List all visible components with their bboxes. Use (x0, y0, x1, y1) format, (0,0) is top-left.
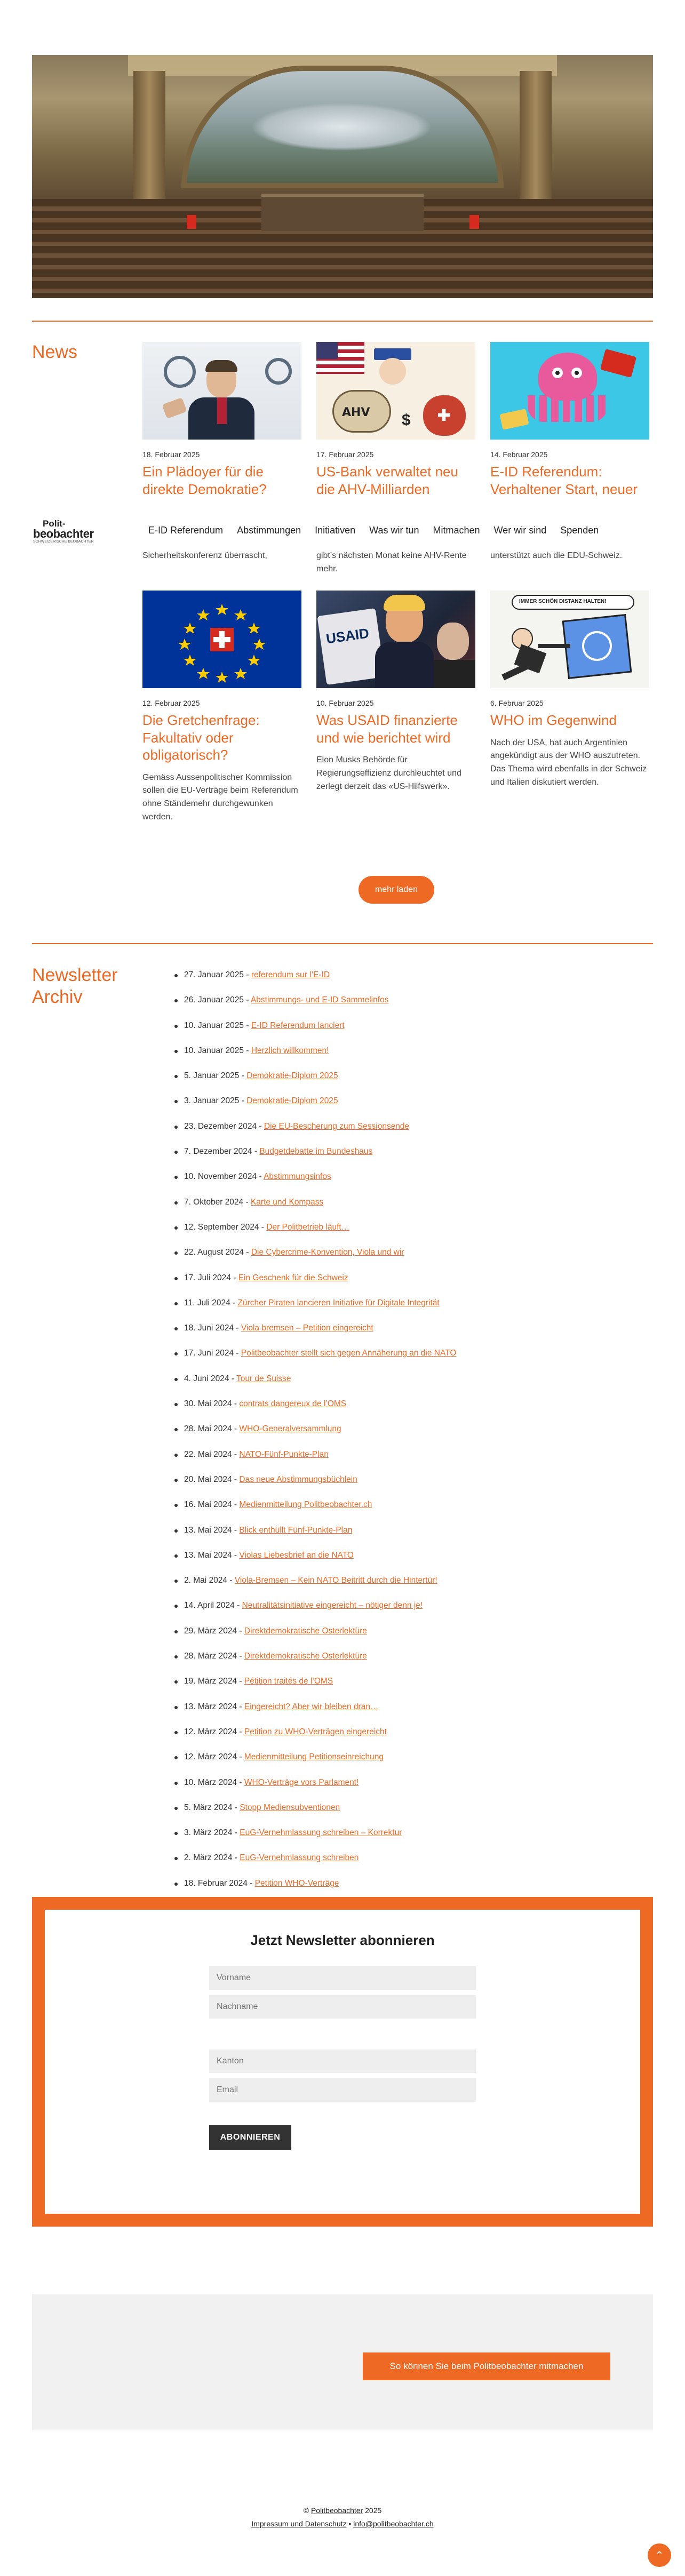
archive-date: 10. November 2024 (184, 1172, 257, 1182)
nav-item-spenden[interactable]: Spenden (560, 525, 599, 536)
archive-date: 13. März 2024 (184, 1702, 237, 1711)
archive-item: 30. Mai 2024 - contrats dangereux de l’OMS (173, 1399, 643, 1424)
archive-item: 26. Januar 2025 - Abstimmungs- und E-ID Sammelinfos (173, 995, 643, 1020)
news-card[interactable] (316, 591, 475, 793)
news-title[interactable]: WHO im Gegenwind (490, 712, 617, 728)
archive-link[interactable]: Herzlich willkommen! (251, 1046, 329, 1055)
archive-item: 10. März 2024 - WHO-Verträge vors Parlament! (173, 1777, 643, 1803)
archive-item: 13. Mai 2024 - Violas Liebesbrief an die NATO (173, 1550, 643, 1575)
archive-link[interactable]: WHO-Generalversammlung (239, 1424, 341, 1434)
archive-date: 27. Januar 2025 (184, 970, 244, 979)
archive-item: 10. November 2024 - Abstimmungsinfos (173, 1171, 643, 1197)
archive-link[interactable]: Viola bremsen – Petition eingereicht (241, 1323, 373, 1333)
archive-heading: Newsletter Archiv (32, 965, 118, 1007)
archive-item: 29. März 2024 - Direktdemokratische Osterlektüre (173, 1626, 643, 1651)
news-title[interactable]: E-ID Referendum: Verhaltener Start, neuer (490, 464, 638, 497)
subscribe-button[interactable]: ABONNIEREN (209, 2125, 291, 2150)
archive-link[interactable]: Abstimmungsinfos (264, 1172, 331, 1182)
firstname-input[interactable] (209, 1966, 476, 1990)
archive-item: 22. Mai 2024 - NATO-Fünf-Punkte-Plan (173, 1449, 643, 1474)
archive-item: 28. März 2024 - Direktdemokratische Osterlektüre (173, 1651, 643, 1676)
news-image-who-cartoon[interactable]: IMMER SCHÖN DISTANZ HALTEN! (490, 591, 649, 688)
archive-link[interactable]: Blick enthüllt Fünf-Punkte-Plan (239, 1525, 353, 1535)
archive-item: 11. Juli 2024 - Zürcher Piraten lancieren Initiative für Digitale Integrität (173, 1298, 643, 1323)
archive-item: 12. März 2024 - Medienmitteilung Petitionseinreichung (173, 1752, 643, 1777)
archive-date: 2. März 2024 (184, 1853, 233, 1863)
archive-item: 20. Mai 2024 - Das neue Abstimmungsbüchlein (173, 1474, 643, 1500)
eu-stars-icon (142, 591, 301, 688)
archive-item: 12. September 2024 - Der Politbetrieb läuft… (173, 1222, 643, 1247)
site-footer (0, 2504, 685, 2531)
archive-link[interactable]: Budgetdebatte im Bundeshaus (259, 1147, 373, 1157)
archive-divider (32, 943, 653, 944)
archive-date: 28. März 2024 (184, 1652, 237, 1661)
nav-item-wer-wir-sind[interactable]: Wer wir sind (493, 525, 547, 536)
news-text: Elon Musks Behörde für Regierungseffizienz durchleuchtet und zerlegt derzeit das «US-Hilfswerk». (316, 755, 461, 791)
nav-item-mitmachen[interactable]: Mitmachen (433, 525, 480, 536)
lastname-input[interactable] (209, 1995, 476, 2019)
archive-item: 19. März 2024 - Pétition traités de l’OMS (173, 1676, 643, 1701)
archive-date: 28. Mai 2024 (184, 1424, 232, 1434)
nav-item-abstimmungen[interactable]: Abstimmungen (237, 525, 301, 536)
news-title[interactable]: Was USAID finanzierte und wie berichtet wird (316, 712, 458, 746)
archive-link[interactable]: Demokratie-Diplom 2025 (246, 1096, 338, 1106)
archive-item: 3. März 2024 - EuG-Vernehmlassung schreiben – Korrektur (173, 1828, 643, 1853)
archive-link[interactable]: Direktdemokratische Osterlektüre (244, 1626, 367, 1636)
archive-date: 17. Juni 2024 (184, 1349, 234, 1358)
news-heading: News (32, 342, 78, 362)
archive-item: 4. Juni 2024 - Tour de Suisse (173, 1374, 643, 1399)
archive-link[interactable]: Abstimmungs- und E-ID Sammelinfos (250, 995, 389, 1005)
news-date: 18. Februar 2025 (142, 450, 200, 459)
impressum-link[interactable]: Impressum und Datenschutz (251, 2519, 347, 2529)
archive-link[interactable]: Karte und Kompass (250, 1197, 324, 1207)
archive-link[interactable]: Medienmitteilung Politbeobachter.ch (239, 1500, 372, 1510)
archive-date: 30. Mai 2024 (184, 1399, 232, 1409)
archive-item: 16. Mai 2024 - Medienmitteilung Politbeobachter.ch (173, 1500, 643, 1525)
archive-link[interactable]: Direktdemokratische Osterlektüre (244, 1652, 367, 1661)
archive-item: 17. Juli 2024 - Ein Geschenk für die Schweiz (173, 1273, 643, 1298)
archive-link[interactable]: Pétition traités de l’OMS (244, 1677, 333, 1686)
archive-link[interactable]: Viola-Bremsen – Kein NATO Beitritt durch die Hintertür! (234, 1576, 437, 1585)
news-text: gibt’s nächsten Monat keine AHV-Rente mehr. (316, 551, 467, 573)
archive-item: 2. Mai 2024 - Viola-Bremsen – Kein NATO Beitritt durch die Hintertür! (173, 1575, 643, 1600)
news-image-octopus-cartoon[interactable] (490, 342, 649, 440)
archive-link[interactable]: Die Cybercrime-Konvention, Viola und wir (251, 1248, 404, 1257)
archive-date: 5. März 2024 (184, 1803, 233, 1812)
archive-date: 22. Mai 2024 (184, 1449, 232, 1459)
email-input[interactable] (209, 2078, 476, 2102)
archive-item: 5. Januar 2025 - Demokratie-Diplom 2025 (173, 1071, 643, 1096)
news-title[interactable]: Ein Plädoyer für die direkte Demokratie? (142, 464, 267, 497)
newsletter-title: Jetzt Newsletter abonnieren (250, 1932, 435, 1948)
archive-date: 19. März 2024 (184, 1677, 237, 1686)
nav-item-was-wir-tun[interactable]: Was wir tun (369, 525, 419, 536)
participate-button[interactable]: So können Sie beim Politbeobachter mitmachen (363, 2352, 610, 2380)
news-image-ahv-cartoon[interactable]: AHV $ (316, 342, 475, 440)
news-title[interactable]: Die Gretchenfrage: Fakultativ oder obligatorisch? (142, 712, 260, 763)
archive-link[interactable]: Neutralitätsinitiative eingereicht – nötiger denn je! (242, 1601, 423, 1610)
news-date: 12. Februar 2025 (142, 699, 200, 707)
main-nav (148, 525, 612, 536)
archive-link[interactable]: Zürcher Piraten lancieren Initiative für Digitale Integrität (237, 1298, 440, 1307)
archive-item: 5. März 2024 - Stopp Mediensubventionen (173, 1803, 643, 1828)
archive-date: 20. Mai 2024 (184, 1474, 232, 1484)
news-date: 17. Februar 2025 (316, 450, 374, 459)
archive-link[interactable]: Demokratie-Diplom 2025 (246, 1071, 338, 1081)
archive-link[interactable]: referendum sur l’E-ID (251, 970, 330, 979)
news-text: Nach der USA, hat auch Argentinien angekündigt aus der WHO auszutreten. Das Thema wird ebenfalls in der Schweiz und Italien diskutiert werden. (490, 738, 647, 787)
archive-date: 16. Mai 2024 (184, 1500, 232, 1510)
news-card[interactable] (316, 342, 475, 498)
archive-link[interactable]: Petition WHO-Verträge (254, 1878, 339, 1888)
archive-date: 13. Mai 2024 (184, 1525, 232, 1535)
news-divider (32, 321, 653, 322)
archive-date: 11. Juli 2024 (184, 1298, 230, 1307)
archive-item: 13. März 2024 - Eingereicht? Aber wir bleiben dran… (173, 1702, 643, 1727)
news-card[interactable] (142, 342, 301, 498)
archive-date: 18. Juni 2024 (184, 1323, 234, 1333)
chevron-up-icon: ⌃ (655, 2549, 664, 2562)
hero-image-parliament (32, 55, 653, 298)
archive-link[interactable]: E-ID Referendum lanciert (251, 1020, 345, 1030)
archive-item: 18. Juni 2024 - Viola bremsen – Petition eingereicht (173, 1323, 643, 1348)
archive-item: 18. Februar 2024 - Petition WHO-Verträge (173, 1878, 643, 1903)
site-header (0, 512, 685, 548)
archive-link[interactable]: EuG-Vernehmlassung schreiben – Korrektur (240, 1828, 402, 1838)
archive-link[interactable]: Violas Liebesbrief an die NATO (239, 1550, 354, 1560)
archive-link[interactable]: Politbeobachter stellt sich gegen Annäherung an die NATO (241, 1349, 457, 1358)
canton-input[interactable] (209, 2049, 476, 2073)
archive-date: 3. Januar 2025 (184, 1096, 240, 1106)
archive-date: 23. Dezember 2024 (184, 1121, 257, 1131)
news-card[interactable] (490, 342, 649, 498)
load-more-button[interactable]: mehr laden (359, 876, 434, 904)
news-text: Sicherheitskonferenz überrascht, (142, 551, 267, 560)
archive-link[interactable]: Das neue Abstimmungsbüchlein (239, 1474, 357, 1484)
archive-link[interactable]: Medienmitteilung Petitionseinreichung (244, 1752, 384, 1762)
archive-item: 23. Dezember 2024 - Die EU-Bescherung zum Sessionsende (173, 1121, 643, 1146)
archive-link[interactable]: Tour de Suisse (236, 1374, 291, 1383)
archive-date: 13. Mai 2024 (184, 1550, 232, 1560)
archive-item: 14. April 2024 - Neutralitätsinitiative eingereicht – nötiger denn je! (173, 1600, 643, 1625)
support-section (32, 2294, 653, 2430)
archive-link[interactable]: Petition zu WHO-Verträgen eingereicht (244, 1727, 387, 1736)
news-image-eu-swiss-flag[interactable] (142, 591, 301, 688)
archive-item: 22. August 2024 - Die Cybercrime-Konvention, Viola und wir (173, 1247, 643, 1272)
archive-date: 10. Januar 2025 (184, 1046, 244, 1055)
archive-item: 17. Juni 2024 - Politbeobachter stellt sich gegen Annäherung an die NATO (173, 1348, 643, 1373)
copyright-line: © Politbeobachter 2025 (303, 2506, 382, 2515)
site-logo[interactable]: Polit- beobachter SCHWEIZERISCHE BEOBACHTER (33, 519, 94, 544)
archive-date: 10. März 2024 (184, 1777, 237, 1787)
archive-item: 2. März 2024 - EuG-Vernehmlassung schreiben (173, 1853, 643, 1878)
archive-item: 12. März 2024 - Petition zu WHO-Verträgen eingereicht (173, 1727, 643, 1752)
home-link[interactable]: Politbeobachter (310, 2506, 363, 2515)
footer-links: Impressum und Datenschutz • info@politbeobachter.ch (251, 2519, 434, 2529)
archive-link[interactable]: WHO-Verträge vors Parlament! (244, 1777, 359, 1787)
archive-item: 28. Mai 2024 - WHO-Generalversammlung (173, 1424, 643, 1449)
archive-date: 26. Januar 2025 (184, 995, 244, 1005)
archive-date: 14. April 2024 (184, 1601, 235, 1610)
news-text: Gemäss Aussenpolitischer Kommission sollen die EU-Verträge beim Referendum ohne Ständemehr durchgewunken werden. (142, 772, 298, 822)
archive-date: 17. Juli 2024 (184, 1273, 231, 1282)
archive-item: 7. Dezember 2024 - Budgetdebatte im Bundeshaus (173, 1146, 643, 1171)
archive-date: 7. Oktober 2024 (184, 1197, 244, 1207)
archive-link[interactable]: contrats dangereux de l’OMS (239, 1399, 347, 1409)
archive-date: 7. Dezember 2024 (184, 1147, 252, 1157)
news-card[interactable] (490, 591, 649, 789)
news-image-speaker[interactable] (142, 342, 301, 440)
archive-date: 22. August 2024 (184, 1248, 244, 1257)
archive-date: 5. Januar 2025 (184, 1071, 240, 1081)
archive-date: 4. Juni 2024 (184, 1374, 229, 1383)
archive-date: 3. März 2024 (184, 1828, 233, 1838)
newsletter-archive-list (173, 970, 643, 1903)
newsletter-box (32, 1897, 653, 2227)
archive-link[interactable]: EuG-Vernehmlassung schreiben (240, 1853, 359, 1863)
archive-link[interactable]: Der Politbetrieb läuft… (266, 1222, 350, 1232)
archive-date: 12. September 2024 (184, 1222, 259, 1232)
archive-item: 3. Januar 2025 - Demokratie-Diplom 2025 (173, 1096, 643, 1121)
news-date: 6. Februar 2025 (490, 699, 544, 707)
email-link[interactable]: info@politbeobachter.ch (353, 2519, 434, 2529)
archive-date: 18. Februar 2024 (184, 1878, 248, 1888)
archive-date: 2. Mai 2024 (184, 1576, 227, 1585)
scroll-to-top-button[interactable] (648, 2543, 671, 2567)
nav-item-initiativen[interactable]: Initiativen (315, 525, 356, 536)
news-image-usaid[interactable]: USAID (316, 591, 475, 688)
archive-item: 10. Januar 2025 - Herzlich willkommen! (173, 1046, 643, 1071)
archive-link[interactable]: Eingereicht? Aber wir bleiben dran… (244, 1702, 379, 1711)
news-date: 14. Februar 2025 (490, 450, 548, 459)
archive-link[interactable]: Stopp Mediensubventionen (240, 1803, 340, 1812)
archive-date: 29. März 2024 (184, 1626, 237, 1636)
archive-item: 7. Oktober 2024 - Karte und Kompass (173, 1197, 643, 1222)
news-text: unterstützt auch die EDU-Schweiz. (490, 551, 623, 560)
nav-item-e-id-referendum[interactable]: E-ID Referendum (148, 525, 224, 536)
archive-date: 12. März 2024 (184, 1752, 237, 1762)
archive-item: 13. Mai 2024 - Blick enthüllt Fünf-Punkte-Plan (173, 1525, 643, 1550)
news-card[interactable] (142, 591, 301, 824)
archive-item: 27. Januar 2025 - referendum sur l’E-ID (173, 970, 643, 995)
news-title[interactable]: US-Bank verwaltet neu die AHV-Milliarden (316, 464, 458, 497)
archive-link[interactable]: Ein Geschenk für die Schweiz (238, 1273, 348, 1282)
newsletter-form (45, 1910, 640, 2214)
news-date: 10. Februar 2025 (316, 699, 374, 707)
archive-date: 10. Januar 2025 (184, 1020, 244, 1030)
archive-date: 12. März 2024 (184, 1727, 237, 1736)
archive-item: 10. Januar 2025 - E-ID Referendum lanciert (173, 1020, 643, 1046)
archive-link[interactable]: Die EU-Bescherung zum Sessionsende (264, 1121, 410, 1131)
archive-link[interactable]: NATO-Fünf-Punkte-Plan (239, 1449, 329, 1459)
